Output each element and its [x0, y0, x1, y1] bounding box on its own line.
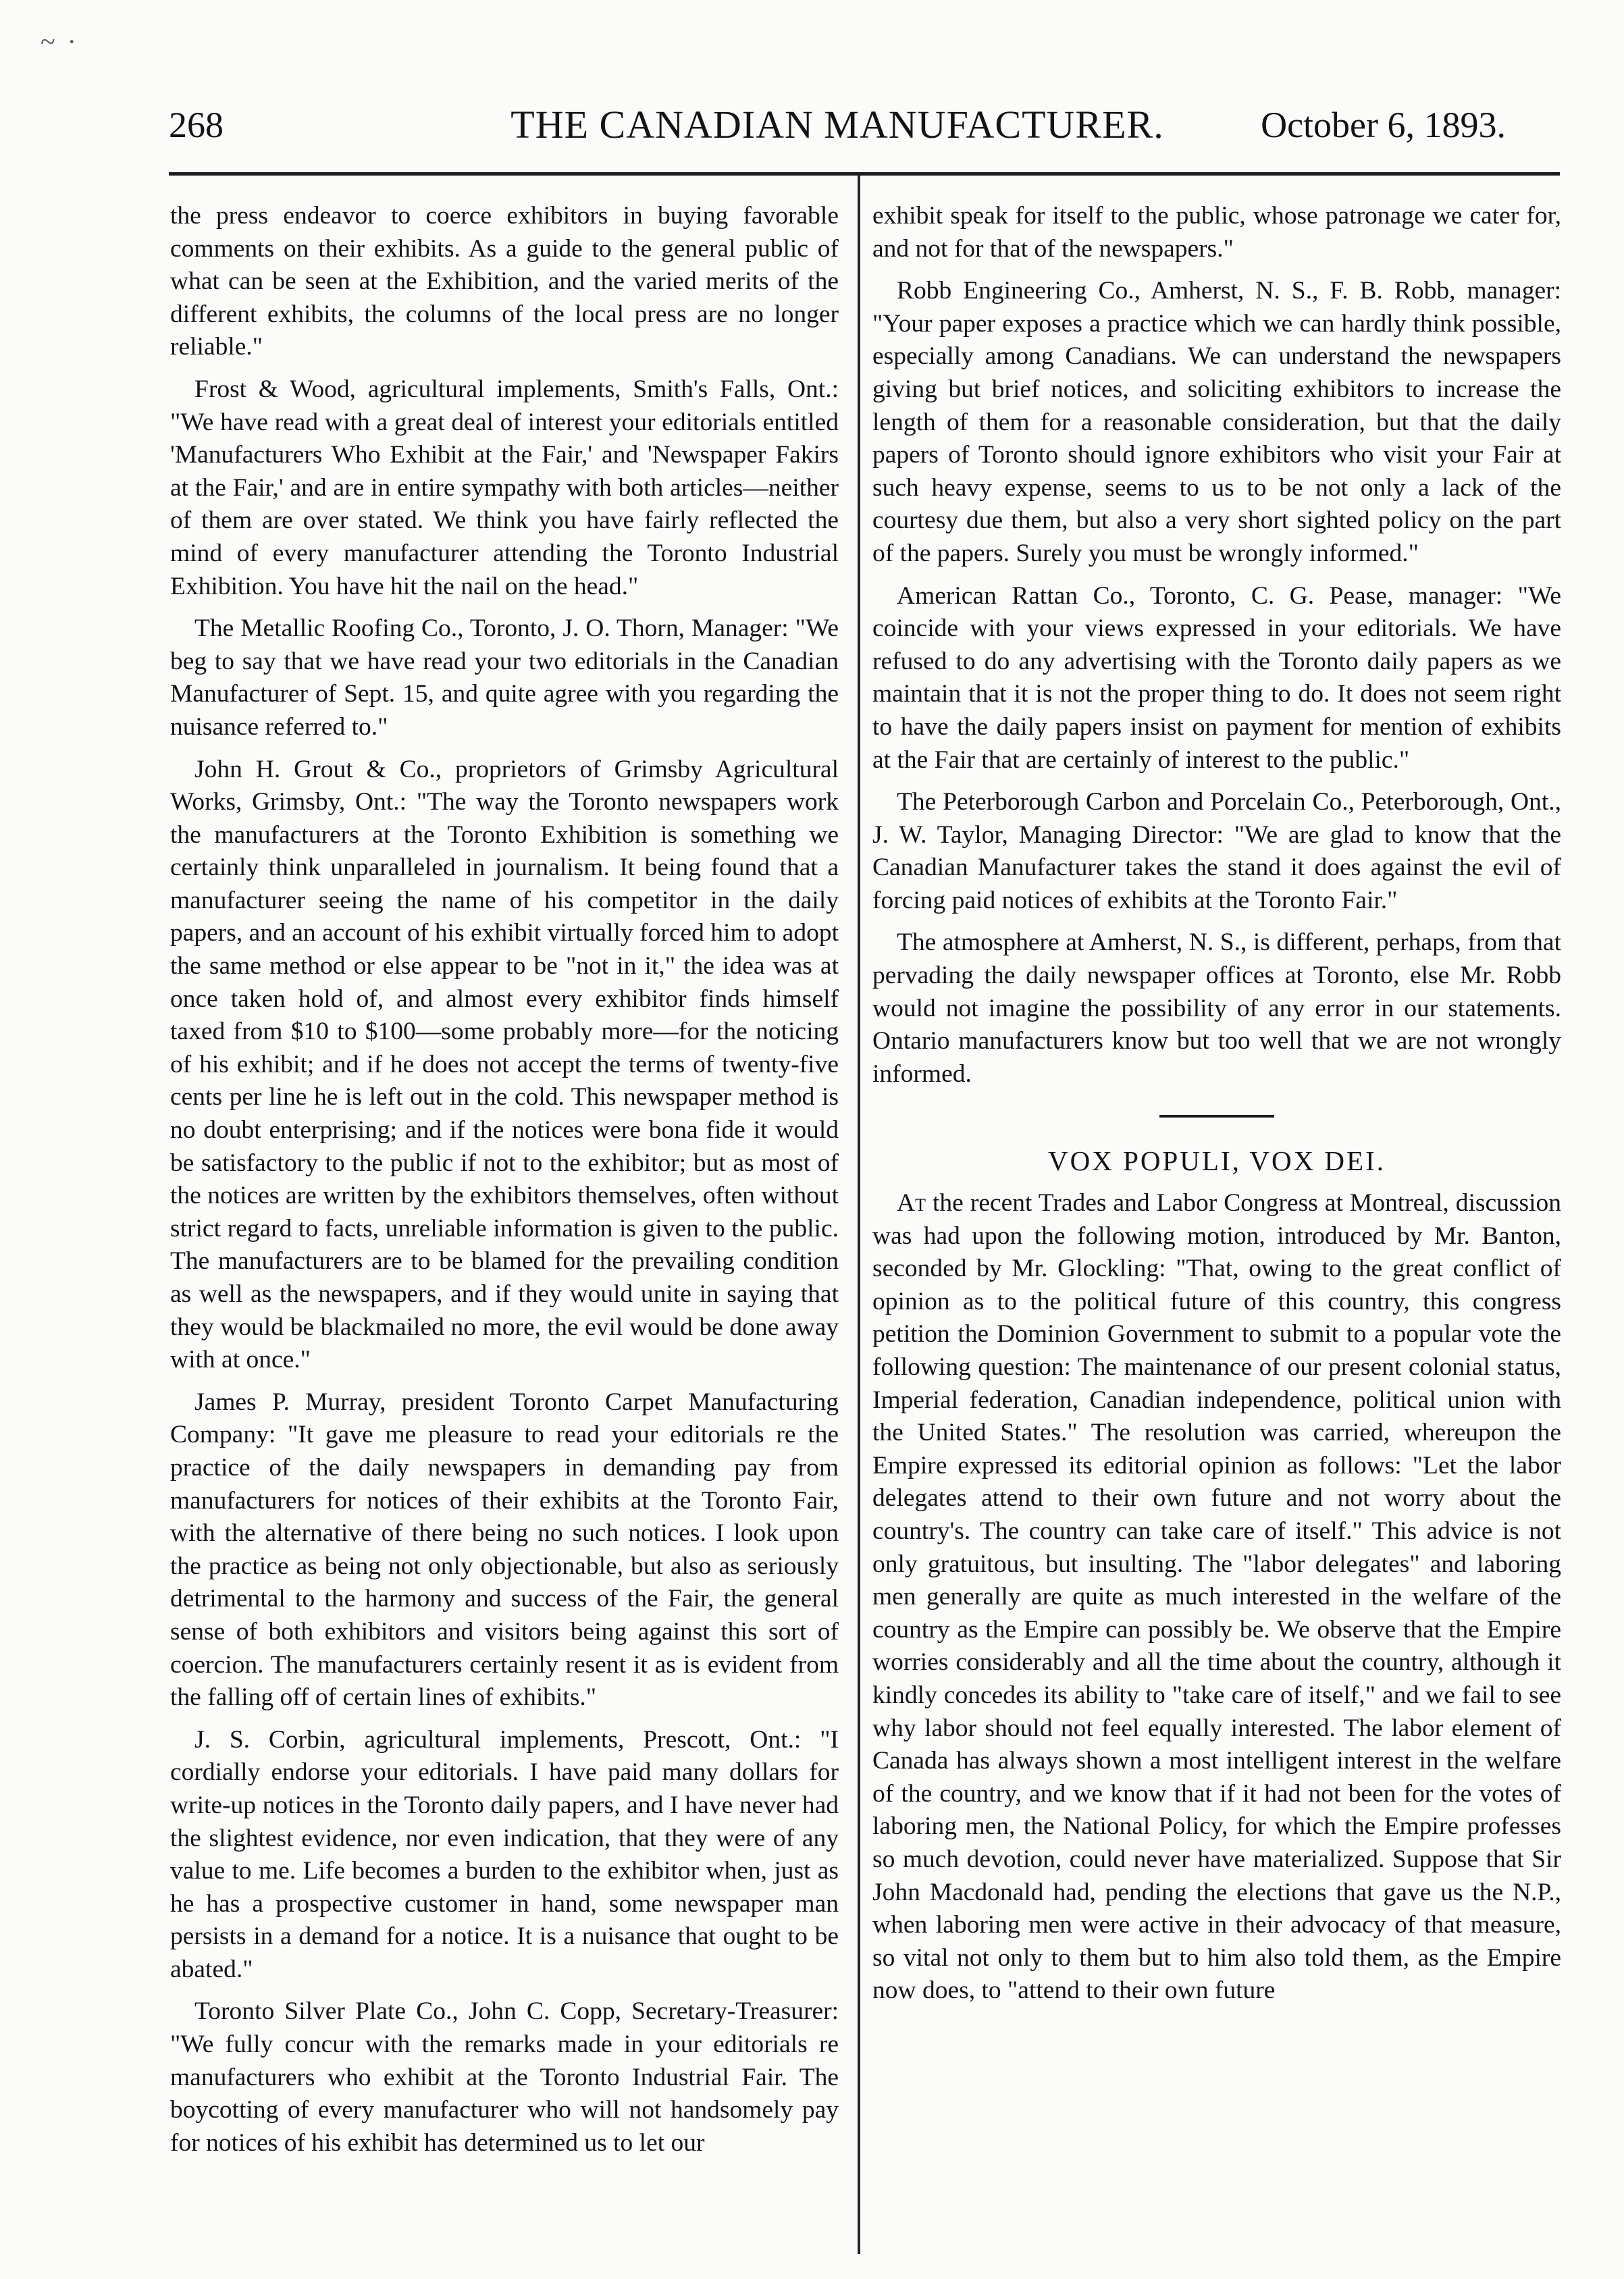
issue-date: October 6, 1893. — [1261, 105, 1506, 145]
paragraph: Frost & Wood, agricultural implements, Smith's Falls, Ont.: "We have read with a great deal of interest your editorials entitled 'Manufacturers Who Exhibit at the Fair,' and 'Newspaper Fakirs at the Fair,' and are in entire sympathy with both articles—neither of them are over stated. We think you have fairly reflected the mind of every manufacturer attending the Toronto Industrial Exhibition. You have hit the nail on the head." — [170, 375, 839, 600]
paragraph: Robb Engineering Co., Amherst, N. S., F. B. Robb, manager: "Your paper exposes a practice which we can hardly think possible, especially among Canadians. We can understand the newspapers giving but brief notices, and soliciting exhibitors to increase the length of them for a reasonable consideration, but that the daily papers of Toronto should ignore exhibitors who visit your Fair at such heavy expense, seems to us to be not only a lack of the courtesy due them, but also a very short sighted policy on the part of the papers. Surely you must be wrongly informed." — [872, 277, 1561, 567]
section-rule — [1159, 1115, 1274, 1118]
paragraph: American Rattan Co., Toronto, C. G. Pease, manager: "We coincide with your views expressed in your editorials. We have refused to do any advertising with the Toronto daily papers as we maintain that it is not the proper thing to do. It does not seem right to have the daily papers insist on payment for mention of exhibits at the Fair that are certainly of interest to the public." — [872, 581, 1561, 774]
page-number: 268 — [169, 105, 224, 145]
paragraph: The Peterborough Carbon and Porcelain Co., Peterborough, Ont., J. W. Taylor, Managing Director: "We are glad to know that the Canadian Manufacturer takes the stand it does against the evil of forcing paid notices of exhibits at the Toronto Fair." — [872, 788, 1561, 914]
corner-mark: ~ · — [41, 26, 79, 57]
left-column — [170, 200, 839, 2169]
paragraph: Toronto Silver Plate Co., John C. Copp, Secretary-Treasurer: "We fully concur with the remarks made in your editorials re manufacturers who exhibit at the Toronto Industrial Fair. The boycotting of every manufacturer who will not handsomely pay for notices of his exhibit has determined us to let our — [170, 1997, 839, 2157]
paragraph: J. S. Corbin, agricultural implements, Prescott, Ont.: "I cordially endorse your editorials. I have paid many dollars for write-up notices in the Toronto daily papers, and I have never had the slightest evidence, nor even indication, that they were of any value to me. Life becomes a burden to the exhibitor when, just as he has a prospective customer in hand, some newspaper man persists in a demand for a notice. It is a nuisance that ought to be abated." — [170, 1725, 839, 1983]
column-divider — [858, 174, 860, 2254]
paragraph: The atmosphere at Amherst, N. S., is different, perhaps, from that pervading the daily newspaper offices at Toronto, else Mr. Robb would not imagine the possibility of any error in our statements. Ontario manufacturers know but too well that we are not wrongly informed. — [872, 928, 1561, 1088]
page-header — [169, 101, 1506, 155]
right-column — [872, 200, 1561, 2017]
header-rule — [169, 172, 1560, 176]
section-body-text: the recent Trades and Labor Congress at Montreal, discussion was had upon the following motion, introduced by Mr. Banton, seconded by Mr. Glockling: "That, owing to the great conflict of opinion as to the political future of this country, this congress petition the Dominion Government to submit to a popular vote the following question: The maintenance of our present colonial status, Imperial federation, Canadian independence, political union with the United States." The resolution was carried, whereupon the Empire expressed its editorial opinion as follows: "Let the labor delegates attend to their own future and not worry about the country's. The country can take care of itself." This advice is not only gratuitous, but insulting. The "labor delegates" and laboring men generally are quite as much interested in the welfare of the country as the Empire can possibly be. We observe that the Empire worries considerably and all the time about the country, although it kindly concedes its ability to "take care of itself," and we fail to see why labor should not feel equally interested. The labor element of Canada has always shown a most intelligent interest in the welfare of the country, and we know that if it had not been for the votes of laboring men, the National Policy, for which the Empire professes so much devotion, could never have materialized. Suppose that Sir John Macdonald had, pending the elections that gave us the N.P., when laboring men were active in their advocacy of that measure, so vital not only to them but to him also told them, as the Empire now does, to "attend to their own future — [872, 1189, 1562, 2005]
paragraph: James P. Murray, president Toronto Carpet Manufacturing Company: "It gave me pleasure to read your editorials re the practice of the daily newspapers in demanding pay from manufacturers for notices of their exhibits at the Toronto Fair, with the alternative of there being no such notices. I look upon the practice as being not only objectionable, but also as seriously detrimental to the harmony and success of the Fair, the general sense of both exhibitors and visitors being against this sort of coercion. The manufacturers certainly resent it as is evident from the falling off of certain lines of exhibits." — [170, 1388, 839, 1712]
section-body — [872, 1187, 1561, 2008]
paragraph: the press endeavor to coerce exhibitors in buying favorable comments on their exhibits. As a guide to the general public of what can be seen at the Exhibition, and the varied merits of the different exhibits, the columns of the local press are no longer reliable." — [170, 202, 839, 361]
section-title: VOX POPULI, VOX DEI. — [1048, 1145, 1386, 1177]
journal-title: THE CANADIAN MANUFACTURER. — [510, 103, 1164, 147]
paragraph: John H. Grout & Co., proprietors of Grimsby Agricultural Works, Grimsby, Ont.: "The way the Toronto newspapers work the manufacturers at the Toronto Exhibition is something we certainly think unparalleled in journalism. It being found that a manufacturer seeing the name of his competitor in the daily papers, and an account of his exhibit virtually forced him to adopt the same method or else appear to be "not in it," the idea was at once taken hold of, and almost every exhibitor finds himself taxed from $10 to $100—some probably more—for the noticing of his exhibit; and if he does not accept the terms of twenty-five cents per line he is left out in the cold. This newspaper method is no doubt enterprising; and if the notices were bona fide it would be satisfactory to the public if not to the exhibitor; but as most of the notices are written by the exhibitors themselves, often without strict regard to facts, unreliable information is given to the public. The manufacturers are to be blamed for the prevailing condition as well as the newspapers, and if they would unite in saying that they would be blackmailed no more, the evil would be done away with at once." — [170, 755, 839, 1374]
section-opening-word: At — [897, 1189, 926, 1217]
paragraph: The Metallic Roofing Co., Toronto, J. O. Thorn, Manager: "We beg to say that we have read your two editorials in the Canadian Manufacturer of Sept. 15, and quite agree with you regarding the nuisance referred to." — [170, 614, 839, 741]
paragraph: exhibit speak for itself to the public, whose patronage we cater for, and not for that of the newspapers." — [872, 202, 1561, 263]
